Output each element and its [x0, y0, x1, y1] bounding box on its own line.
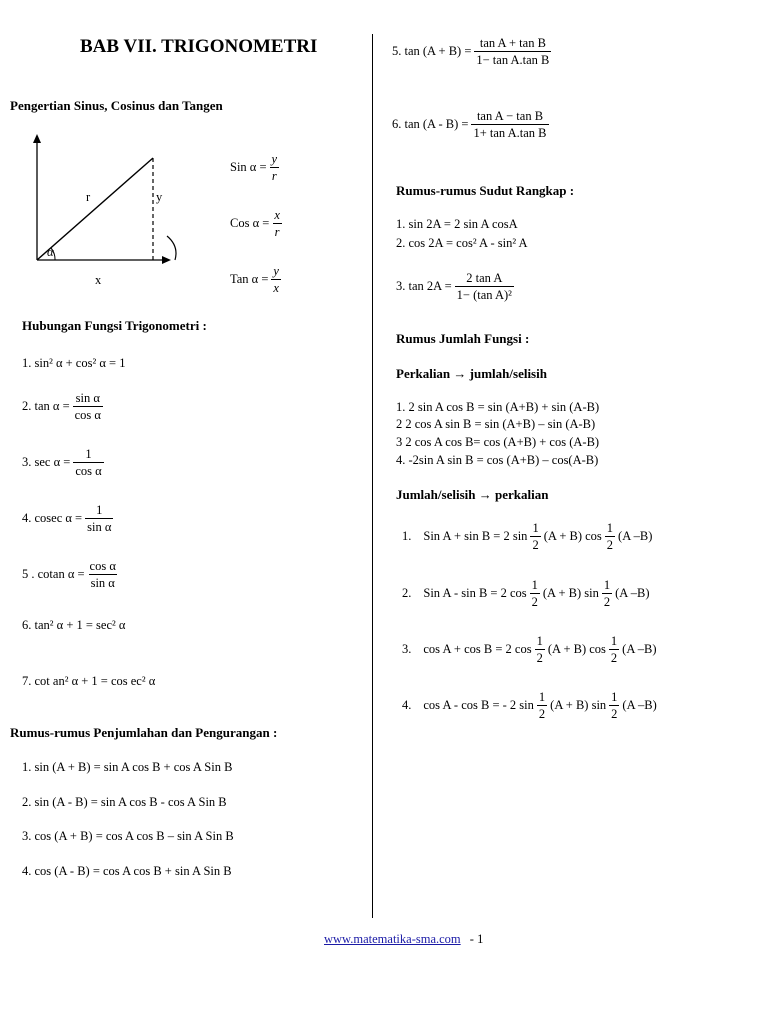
- identity-3-label: 3. sec α =: [22, 455, 71, 470]
- half-den: 2: [611, 707, 618, 722]
- half-den: 2: [610, 651, 618, 666]
- double-angle-1: 1. sin 2A = 2 sin A cosA: [396, 217, 518, 231]
- sum-product-2: [402, 578, 650, 610]
- def-sin-den: r: [271, 169, 277, 184]
- identity-2-den: cos α: [74, 408, 101, 423]
- sum-product-4: [402, 690, 657, 722]
- half-num: 1: [532, 521, 539, 535]
- half-num: 1: [531, 578, 538, 592]
- sum-product-3-a: cos A + cos B = 2 cos: [423, 642, 532, 657]
- def-cos-num: x: [274, 208, 280, 222]
- sum-product-1-mid: (A + B) cos: [543, 529, 602, 544]
- identity-5-den: sin α: [90, 576, 115, 591]
- identity-3-num: 1: [85, 447, 92, 461]
- tan-diff-den: 1+ tan A.tan B: [473, 126, 547, 141]
- identity-3: [22, 447, 107, 479]
- y-axis-arrow-icon: [33, 134, 41, 143]
- identity-4-label: 4. cosec α =: [22, 511, 83, 526]
- identity-4-num: 1: [96, 503, 103, 517]
- sum-product-3-end: (A –B): [622, 642, 657, 657]
- def-tan-den: x: [273, 281, 279, 296]
- label-x: x: [95, 273, 102, 287]
- sum-product-2-end: (A –B): [615, 586, 650, 601]
- section-heading-sum-functions: Rumus Jumlah Fungsi :: [396, 331, 530, 346]
- identity-5: [22, 559, 121, 591]
- tan-sum-label: 5. tan (A + B) =: [392, 44, 472, 59]
- page-number: - 1: [469, 932, 484, 946]
- sum-product-1: [402, 521, 652, 553]
- hypotenuse-line: [37, 158, 153, 260]
- half-den: 2: [536, 651, 543, 666]
- page-title: BAB VII. TRIGONOMETRI: [80, 36, 318, 57]
- half-den: 2: [532, 538, 539, 553]
- identity-2: [22, 391, 106, 423]
- section-heading-sum-diff: Rumus-rumus Penjumlahan dan Pengurangan :: [10, 725, 278, 740]
- sum-product-1-a: Sin A + sin B = 2 sin: [423, 529, 528, 544]
- product-formula-1: 1. 2 sin A cos B = sin (A+B) + sin (A-B): [396, 400, 600, 414]
- identity-5-label: 5 . cotan α =: [22, 567, 85, 582]
- product-formula-4: 4. -2sin A sin B = cos (A+B) – cos(A-B): [396, 453, 599, 467]
- product-formula-3: 3 2 cos A cos B= cos (A+B) + cos (A-B): [396, 435, 600, 449]
- section-heading-definitions: Pengertian Sinus, Cosinus dan Tangen: [10, 98, 223, 113]
- tan-sum-den: 1− tan A.tan B: [476, 53, 550, 68]
- def-tan-label: Tan α =: [230, 272, 269, 287]
- tan-diff-label: 6. tan (A - B) =: [392, 117, 469, 132]
- sum-product-2-mid: (A + B) sin: [542, 586, 599, 601]
- identity-4: [22, 503, 116, 535]
- identity-7: 7. cot an² α + 1 = cos ec² α: [22, 674, 156, 688]
- half-num: 1: [603, 578, 611, 592]
- label-r: r: [86, 190, 91, 204]
- tan-sum-formula: [392, 36, 554, 68]
- section-heading-double-angle: Rumus-rumus Sudut Rangkap :: [396, 183, 575, 198]
- half-den: 2: [538, 707, 546, 722]
- label-alpha: α: [47, 245, 54, 259]
- half-den: 2: [606, 538, 614, 553]
- footer-website-link[interactable]: www.matematika-sma.com: [324, 932, 461, 946]
- sum-product-4-a: cos A - cos B = - 2 sin: [423, 698, 534, 713]
- half-num: 1: [606, 521, 614, 535]
- identity-1: 1. sin² α + cos² α = 1: [22, 356, 126, 370]
- double-angle-2: 2. cos 2A = cos² A - sin² A: [396, 236, 528, 250]
- identity-6: 6. tan² α + 1 = sec² α: [22, 618, 126, 632]
- half-num: 1: [611, 690, 618, 704]
- half-den: 2: [531, 595, 538, 610]
- sum-product-2-a: Sin A - sin B = 2 cos: [423, 586, 527, 601]
- double-angle-3-num: 2 tan A: [466, 271, 503, 285]
- sum-product-4-end: (A –B): [622, 698, 657, 713]
- identity-4-den: sin α: [87, 520, 112, 535]
- sum-formula-2: 2. sin (A - B) = sin A cos B - cos A Sin B: [22, 795, 227, 809]
- sum-product-2-no: 2.: [402, 586, 412, 601]
- product-formula-2: 2 2 cos A sin B = sin (A+B) – sin (A-B): [396, 417, 596, 431]
- sum-formula-4: 4. cos (A - B) = cos A cos B + sin A Sin B: [22, 864, 232, 878]
- def-cos: [230, 208, 285, 240]
- def-sin-num: y: [271, 152, 278, 166]
- x-axis-arrow-icon: [162, 256, 171, 264]
- label-y: y: [156, 190, 163, 204]
- tan-sum-num: tan A + tan B: [479, 36, 546, 50]
- section-heading-relations: Hubungan Fungsi Trigonometri :: [22, 318, 207, 333]
- double-angle-3-label: 3. tan 2A =: [396, 279, 452, 294]
- section-heading-product-to-sum: Perkalian → jumlah/selisih: [396, 366, 547, 381]
- sum-formula-3: 3. cos (A + B) = cos A cos B – sin A Sin B: [22, 829, 234, 843]
- sum-product-3-no: 3.: [402, 642, 412, 657]
- tan-diff-formula: [392, 109, 552, 141]
- tan-diff-num: tan A − tan B: [476, 109, 544, 123]
- half-num: 1: [538, 690, 546, 704]
- half-den: 2: [603, 595, 611, 610]
- sum-product-1-end: (A –B): [618, 529, 653, 544]
- half-num: 1: [610, 634, 618, 648]
- def-tan-num: y: [273, 264, 279, 278]
- def-sin-label: Sin α =: [230, 160, 267, 175]
- def-sin: [230, 152, 282, 184]
- sum-product-3: [402, 634, 657, 666]
- double-angle-3: [396, 271, 517, 303]
- sum-product-4-mid: (A + B) sin: [550, 698, 607, 713]
- identity-2-label: 2. tan α =: [22, 399, 70, 414]
- identity-5-num: cos α: [89, 559, 116, 573]
- double-angle-3-den: 1− (tan A)²: [456, 288, 512, 303]
- section-heading-sum-to-product: Jumlah/selisih → perkalian: [396, 487, 549, 502]
- identity-2-num: sin α: [75, 391, 100, 405]
- sum-product-3-mid: (A + B) cos: [547, 642, 606, 657]
- footer: [324, 932, 483, 947]
- def-cos-den: r: [274, 225, 280, 240]
- def-tan: [230, 264, 284, 296]
- half-num: 1: [536, 634, 543, 648]
- def-cos-label: Cos α =: [230, 216, 270, 231]
- sum-formula-1: 1. sin (A + B) = sin A cos B + cos A Sin B: [22, 760, 233, 774]
- sum-product-1-no: 1.: [402, 529, 412, 544]
- right-angle-mark: [167, 236, 176, 260]
- identity-3-den: cos α: [75, 464, 102, 479]
- sum-product-4-no: 4.: [402, 698, 412, 713]
- column-divider: [372, 34, 373, 918]
